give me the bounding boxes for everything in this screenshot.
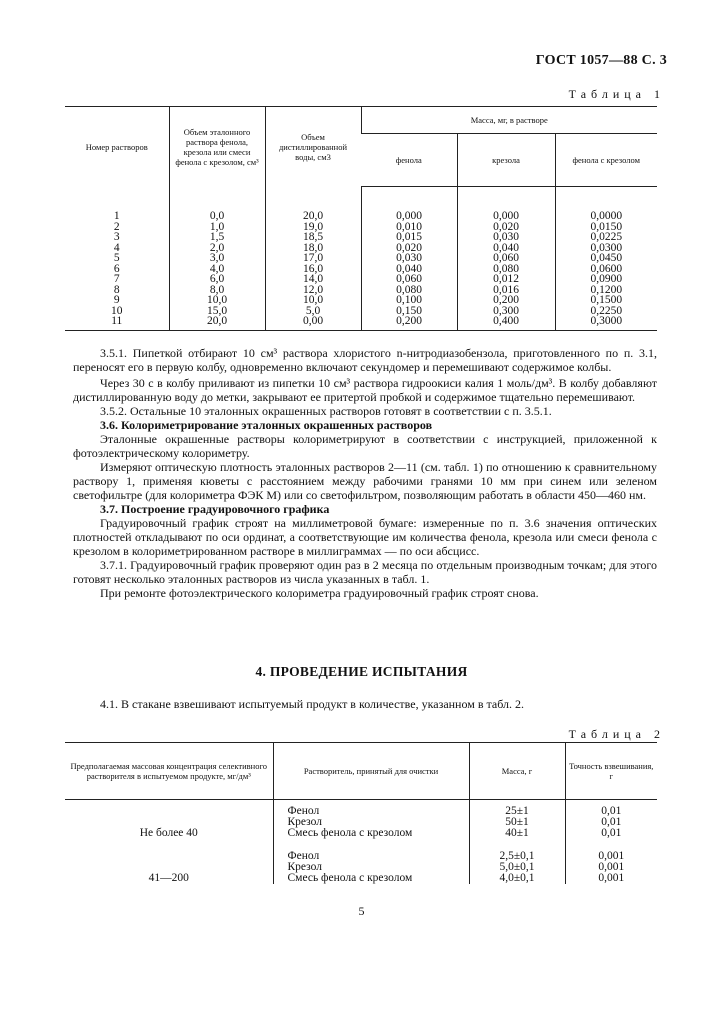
table-row bbox=[65, 222, 657, 233]
table-cell: 20,0 bbox=[169, 316, 265, 330]
table-cell: 10 bbox=[111, 304, 123, 317]
table-cell: 18,5 bbox=[265, 232, 361, 243]
table-row bbox=[65, 285, 657, 296]
section-4-heading: 4. ПРОВЕДЕНИЕ ИСПЫТАНИЯ bbox=[255, 664, 468, 679]
header-phenol: фенола bbox=[361, 134, 457, 187]
table-cell: 2,5±0,1 bbox=[469, 839, 565, 862]
table-cell: 5 bbox=[113, 252, 120, 264]
table-row bbox=[65, 316, 657, 330]
table-row bbox=[65, 243, 657, 254]
table-cell: Фенол bbox=[273, 800, 469, 818]
table-cell: 6,0 bbox=[169, 274, 265, 285]
table-cell: 0,300 bbox=[457, 306, 555, 317]
table-row bbox=[65, 274, 657, 285]
table-cell: 4,0±0,1 bbox=[469, 873, 565, 884]
table-2 bbox=[65, 742, 657, 884]
table-cell: 16,0 bbox=[265, 264, 361, 275]
table-cell: 8,0 bbox=[169, 285, 265, 296]
table-cell: 0,1200 bbox=[555, 285, 657, 296]
table-row bbox=[65, 873, 657, 884]
table-cell: 7 bbox=[113, 273, 120, 285]
concentration-cell bbox=[65, 800, 273, 818]
table-cell: 3 bbox=[113, 231, 120, 243]
table-row bbox=[65, 306, 657, 317]
table-cell: 0,01 bbox=[565, 800, 657, 818]
table-cell: 0,010 bbox=[361, 222, 457, 233]
concentration-cell: Не более 40 bbox=[139, 827, 198, 839]
table-cell: 0,020 bbox=[457, 222, 555, 233]
table-cell: Крезол bbox=[273, 862, 469, 873]
table-cell: 19,0 bbox=[265, 222, 361, 233]
paragraph-3-5-2: 3.5.2. Остальные 10 эталонных окрашенных растворов готовят в соответствии с п. 3.5.1. bbox=[100, 404, 552, 418]
table-cell: 0,400 bbox=[457, 316, 555, 330]
table-cell: 0,150 bbox=[361, 306, 457, 317]
table-cell: 50±1 bbox=[469, 817, 565, 828]
table-cell: 1,0 bbox=[169, 222, 265, 233]
table-row bbox=[65, 800, 657, 818]
table-cell: 4,0 bbox=[169, 264, 265, 275]
table-cell: 15,0 bbox=[169, 306, 265, 317]
table-cell: 0,000 bbox=[361, 187, 457, 222]
table-cell: 0,0 bbox=[169, 187, 265, 222]
table-cell: 0,060 bbox=[457, 253, 555, 264]
table-cell: 0,0900 bbox=[555, 274, 657, 285]
table1-caption: Таблица 1 bbox=[568, 87, 665, 101]
table-cell: 0,060 bbox=[361, 274, 457, 285]
table-row bbox=[65, 187, 657, 222]
page-number: 5 bbox=[358, 904, 365, 918]
paragraph-3-6-b: Измеряют оптическую плотность эталонных растворов 2—11 (см. табл. 1) по отношению к сравнительному раствору 1, применяя кюветы с расстоянием между рабочими гранями 10 мм при синем или зеленом светофильтре (для колориметра ФЭК М) или со светофильтром, позволяющим работать в области 450—460 нм. bbox=[73, 460, 657, 502]
table-cell: 0,000 bbox=[457, 187, 555, 222]
table-cell: 0,016 bbox=[457, 285, 555, 296]
table-cell: 0,015 bbox=[361, 232, 457, 243]
heading-3-7: 3.7. Построение градуировочного графика bbox=[100, 502, 330, 516]
table-cell: 0,0300 bbox=[555, 243, 657, 254]
paragraph-3-7-1: 3.7.1. Градуировочный график проверяют один раз в 2 месяца по отдельным производным точкам; для этого готовят несколько эталонных растворов из числа указанных в табл. 1. bbox=[73, 558, 657, 586]
table-cell: 0,012 bbox=[457, 274, 555, 285]
header-water-volume: Объем дистиллированной воды, см3 bbox=[265, 107, 361, 187]
table-cell: 5,0 bbox=[265, 306, 361, 317]
table-cell: 5,0±0,1 bbox=[469, 862, 565, 873]
table-cell: 0,1500 bbox=[555, 295, 657, 306]
table-cell: 14,0 bbox=[265, 274, 361, 285]
table-cell: 9 bbox=[113, 294, 120, 306]
table-cell: 2 bbox=[113, 220, 120, 233]
table-cell: 12,0 bbox=[265, 285, 361, 296]
table-cell: 2,0 bbox=[169, 243, 265, 254]
header-solvent: Растворитель, принятый для очистки bbox=[273, 743, 469, 800]
table-cell: 11 bbox=[65, 316, 169, 330]
table-cell: 1 bbox=[113, 209, 120, 222]
header-standard-volume: Объем эталонного раствора фенола, крезола или смеси фенола с крезолом, см³ bbox=[169, 107, 265, 187]
table-cell: 1,5 bbox=[169, 232, 265, 243]
table-cell: 0,0000 bbox=[555, 187, 657, 222]
table-cell: 0,3000 bbox=[555, 316, 657, 330]
table-cell: 4 bbox=[113, 241, 120, 254]
paragraph-4-1: 4.1. В стакане взвешивают испытуемый продукт в количестве, указанном в табл. 2. bbox=[100, 697, 525, 711]
table-cell: 0,001 bbox=[565, 862, 657, 873]
table-row bbox=[65, 295, 657, 306]
table-row bbox=[65, 253, 657, 264]
paragraph-3-7: Градуировочный график строят на миллиметровой бумаге: измеренные по п. 3.6 значения оптических плотностей откладывают по оси ординат, а соответствующие им количества фенола, крезола или смеси фенола с крезолом в колориметрированном растворе в миллиграммах — по оси абсцисс. bbox=[73, 516, 657, 558]
paragraph-3-5-1: 3.5.1. Пипеткой отбирают 10 см³ раствора хлористого n-нитродиазобензола, приготовленного по п. 3.1, переносят его в первую колбу, одновременно включают секундомер и перемешивают содержимое колбы. bbox=[73, 346, 657, 374]
header-mix: фенола с крезолом bbox=[555, 134, 657, 187]
table-cell: 0,0600 bbox=[555, 264, 657, 275]
table-cell: 0,200 bbox=[457, 295, 555, 306]
table-1 bbox=[65, 106, 657, 331]
table-cell: 6 bbox=[113, 262, 120, 275]
table-cell: 0,0450 bbox=[555, 253, 657, 264]
table-row bbox=[65, 232, 657, 243]
table-cell: 3,0 bbox=[169, 253, 265, 264]
paragraph-3-6-a: Эталонные окрашенные растворы колориметрируют в соответствии с инструкцией, приложенной к фотоэлектрическому колориметру. bbox=[73, 432, 657, 460]
table-row bbox=[65, 839, 657, 862]
body-text bbox=[73, 346, 657, 600]
table2-caption: Таблица 2 bbox=[568, 727, 665, 741]
table-row bbox=[65, 828, 657, 839]
table-cell: 0,100 bbox=[361, 295, 457, 306]
table-cell: 0,200 bbox=[361, 316, 457, 330]
table-cell: 0,040 bbox=[457, 243, 555, 254]
table-cell: 8 bbox=[113, 283, 120, 296]
table-cell: 0,080 bbox=[361, 285, 457, 296]
table-cell: 40±1 bbox=[469, 828, 565, 839]
table-cell: 0,2250 bbox=[555, 306, 657, 317]
concentration-cell: 41—200 bbox=[148, 872, 189, 884]
heading-3-6: 3.6. Колориметрирование эталонных окрашенных растворов bbox=[100, 418, 433, 432]
table-cell: 0,00 bbox=[265, 316, 361, 330]
table-cell: 0,001 bbox=[565, 839, 657, 862]
table-cell: 0,080 bbox=[457, 264, 555, 275]
table-cell: Крезол bbox=[273, 817, 469, 828]
table-cell: 0,020 bbox=[361, 243, 457, 254]
table-cell: 0,01 bbox=[565, 817, 657, 828]
table-cell: 10,0 bbox=[169, 295, 265, 306]
table-cell: 0,0225 bbox=[555, 232, 657, 243]
table-cell: Фенол bbox=[273, 839, 469, 862]
header-accuracy: Точность взвешивания, г bbox=[565, 743, 657, 800]
table-cell: 20,0 bbox=[265, 187, 361, 222]
table-cell: 17,0 bbox=[265, 253, 361, 264]
table-cell: 10,0 bbox=[265, 295, 361, 306]
header-concentration: Предполагаемая массовая концентрация селективного растворителя в испытуемом продукте, мг/дм³ bbox=[65, 743, 273, 800]
table-cell: 25±1 bbox=[469, 800, 565, 818]
table-cell: Смесь фенола с крезолом bbox=[273, 873, 469, 884]
table-cell: 0,030 bbox=[361, 253, 457, 264]
table-cell: 0,0150 bbox=[555, 222, 657, 233]
table-cell: 0,030 bbox=[457, 232, 555, 243]
header-solution-number: Номер растворов bbox=[65, 107, 169, 187]
concentration-cell bbox=[65, 839, 273, 862]
table-cell: 0,040 bbox=[361, 264, 457, 275]
header-mass: Масса, мг, в растворе bbox=[361, 107, 657, 134]
page-header: ГОСТ 1057—88 С. 3 bbox=[535, 53, 667, 68]
table-cell: 0,01 bbox=[565, 828, 657, 839]
header-mass-g: Масса, г bbox=[469, 743, 565, 800]
table-cell: 18,0 bbox=[265, 243, 361, 254]
table-row bbox=[65, 264, 657, 275]
table-cell: Смесь фенола с крезолом bbox=[273, 828, 469, 839]
paragraph-3-5-1-b: Через 30 с в колбу приливают из пипетки 10 см³ раствора гидроокиси калия 1 моль/дм³. В колбу добавляют дистиллированную воду до метки, закрывают ее притертой пробкой и содержимое тщательно перемешивают. bbox=[73, 376, 657, 404]
table-cell: 0,001 bbox=[565, 873, 657, 884]
header-cresol: крезола bbox=[457, 134, 555, 187]
paragraph-3-7-1-b: При ремонте фотоэлектрического колориметра градуировочный график строят снова. bbox=[100, 586, 539, 600]
